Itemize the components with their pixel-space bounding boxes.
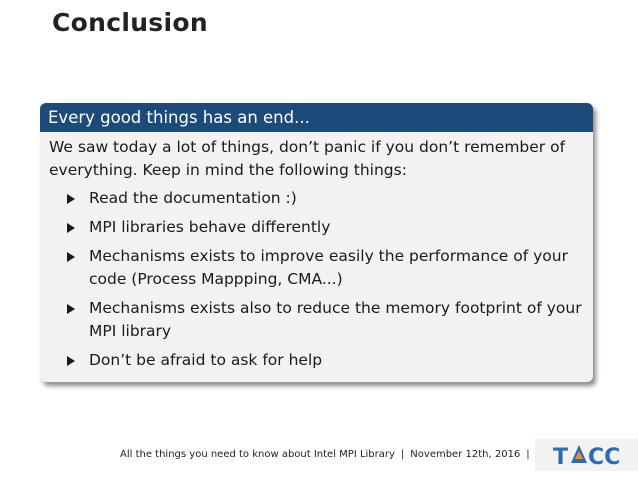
footer-talk-title: All the things you need to know about Intel MPI Library xyxy=(120,449,395,460)
triangle-bullet-icon xyxy=(67,252,75,262)
triangle-bullet-icon xyxy=(67,223,75,233)
list-item-text: Don’t be afraid to ask for help xyxy=(89,351,323,369)
bullet-list xyxy=(49,187,585,372)
svg-text:T: T xyxy=(553,445,569,470)
list-item-text: Read the documentation :) xyxy=(89,189,297,207)
footer-date: November 12th, 2016 xyxy=(410,449,521,460)
tacc-logo xyxy=(535,439,638,471)
slide-title: Conclusion xyxy=(52,8,208,37)
intro-text: We saw today a lot of things, don’t panic if you don’t remember of everything. Keep in mind the following things: xyxy=(49,138,566,179)
list-item-text: MPI libraries behave differently xyxy=(89,218,331,236)
slide-footer xyxy=(120,449,548,460)
list-item xyxy=(49,349,585,372)
block-heading: Every good things has an end... xyxy=(40,103,593,132)
list-item xyxy=(49,245,585,291)
triangle-bullet-icon xyxy=(67,194,75,204)
tacc-logo-graphic xyxy=(535,439,638,471)
footer-separator: | xyxy=(400,449,405,460)
triangle-bullet-icon xyxy=(67,304,75,314)
block-body xyxy=(40,132,593,372)
svg-text:CC: CC xyxy=(588,445,621,470)
triangle-bullet-icon xyxy=(67,356,75,366)
list-item-text: Mechanisms exists to improve easily the performance of your code (Process Mappping, CMA...) xyxy=(89,247,568,288)
list-item xyxy=(49,297,585,343)
list-item xyxy=(49,216,585,239)
content-block xyxy=(40,103,593,382)
footer-separator: | xyxy=(526,449,530,460)
list-item-text: Mechanisms exists also to reduce the memory footprint of your MPI library xyxy=(89,299,582,340)
list-item xyxy=(49,187,585,210)
